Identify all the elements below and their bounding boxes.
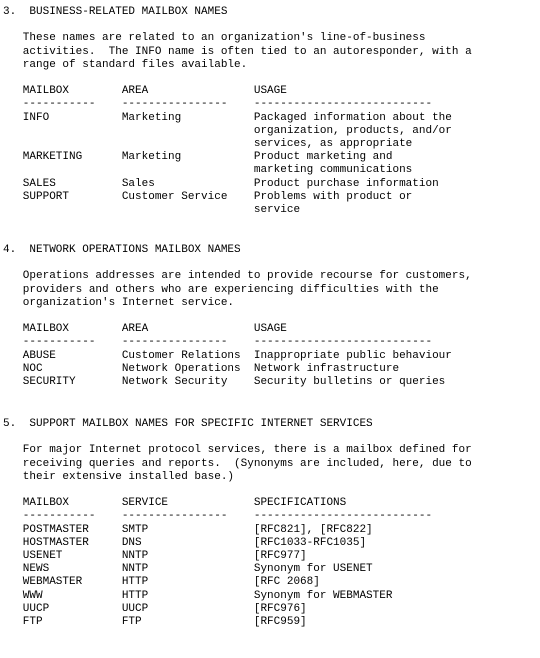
paragraph-line: providers and others who are experiencing difficulties with the: [3, 283, 439, 296]
paragraph-line: range of standard files available.: [3, 58, 248, 71]
paragraph-line: organization's Internet service.: [3, 296, 235, 309]
section-heading: 4. NETWORK OPERATIONS MAILBOX NAMES: [3, 244, 241, 256]
table-row: SUPPORT Customer Service Problems with product or: [3, 190, 413, 203]
table-row: SECURITY Network Security Security bulletins or queries: [3, 376, 446, 388]
table-row: organization, products, and/or: [3, 124, 452, 137]
paragraph-line: For major Internet protocol services, there is a mailbox defined for: [3, 444, 472, 457]
paragraph-line: Operations addresses are intended to provide recourse for customers,: [3, 270, 472, 283]
paragraph-line: These names are related to an organization's line-of-business: [3, 32, 426, 45]
table-row: SALES Sales Product purchase information: [3, 177, 439, 190]
table-row: UUCP UUCP [RFC976]: [3, 602, 307, 615]
paragraph-line: activities. The INFO name is often tied to an autoresponder, with a: [3, 45, 472, 58]
table-header: MAILBOX SERVICE SPECIFICATIONS: [3, 497, 347, 510]
table-row: WWW HTTP Synonym for WEBMASTER: [3, 589, 393, 602]
table-header: MAILBOX AREA USAGE: [3, 323, 287, 336]
table-row: FTP FTP [RFC959]: [3, 616, 307, 628]
paragraph-line: their extensive installed base.): [3, 470, 235, 483]
table-divider: ----------- ---------------- ---------------------------: [3, 98, 433, 111]
table-divider: ----------- ---------------- ---------------------------: [3, 336, 433, 349]
section-heading: 5. SUPPORT MAILBOX NAMES FOR SPECIFIC INTERNET SERVICES: [3, 418, 373, 430]
table-row: ABUSE Customer Relations Inappropriate public behaviour: [3, 349, 452, 362]
paragraph-line: receiving queries and reports. (Synonyms are included, here, due to: [3, 457, 472, 470]
table-row: WEBMASTER HTTP [RFC 2068]: [3, 576, 320, 589]
table-row: marketing communications: [3, 164, 413, 177]
section-heading: 3. BUSINESS-RELATED MAILBOX NAMES: [3, 6, 228, 18]
table-row: service: [3, 204, 301, 216]
table-row: INFO Marketing Packaged information about the: [3, 111, 452, 124]
table-row: services, as appropriate: [3, 138, 413, 150]
table-row: POSTMASTER SMTP [RFC821], [RFC822]: [3, 523, 373, 536]
table-row: NEWS NNTP Synonym for USENET: [3, 563, 373, 576]
table-row: HOSTMASTER DNS [RFC1033-RFC1035]: [3, 536, 367, 549]
table-row: NOC Network Operations Network infrastructure: [3, 362, 400, 375]
table-header: MAILBOX AREA USAGE: [3, 85, 287, 98]
table-row: USENET NNTP [RFC977]: [3, 550, 307, 562]
table-divider: ----------- ---------------- ---------------------------: [3, 510, 433, 523]
table-row: MARKETING Marketing Product marketing and: [3, 151, 393, 164]
